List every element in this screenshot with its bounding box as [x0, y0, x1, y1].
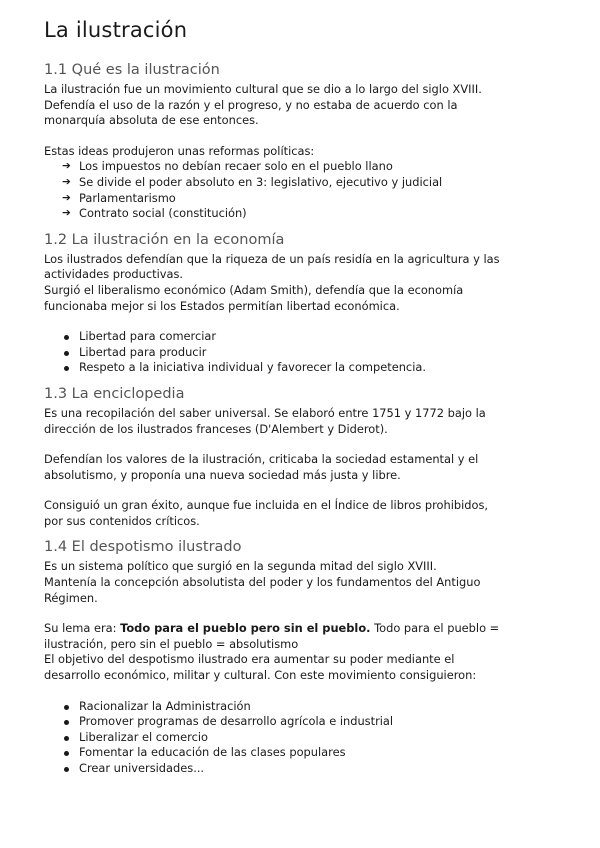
motto-prefix: Su lema era:: [44, 621, 121, 636]
text-line: por sus contenidos críticos.: [44, 513, 200, 528]
list-item: Libertad para producir: [62, 345, 560, 361]
list-item: Racionalizar la Administración: [62, 699, 560, 715]
section-heading: 1.3 La enciclopedia: [44, 385, 185, 402]
paragraph: [44, 452, 560, 483]
text-line: actividades productivas.: [44, 267, 184, 282]
section-economy: [44, 232, 560, 376]
list-item: Libertad para comerciar: [62, 329, 560, 345]
text-line: ilustración, pero sin el pueblo = absolutismo: [44, 636, 299, 651]
text-line: Defendían los valores de la ilustración, criticaba la sociedad estamental y el: [44, 452, 479, 467]
list-item: Respeto a la iniciativa individual y favorecer la competencia.: [62, 360, 560, 376]
text-line: Defendía el uso de la razón y el progreso, y no estaba de acuerdo con la: [44, 97, 458, 112]
list-item: ➔ Parlamentarismo: [62, 191, 560, 207]
list-item: Liberalizar el comercio: [62, 730, 560, 746]
motto-suffix: Todo para el pueblo =: [370, 621, 500, 636]
text-line: El objetivo del despotismo ilustrado era aumentar su poder mediante el: [44, 652, 455, 667]
text-line: absolutismo, y proponía una nueva sociedad más justa y libre.: [44, 467, 401, 482]
text-line: Es una recopilación del saber universal. Se elaboró entre 1751 y 1772 bajo la: [44, 405, 486, 420]
list-item: Crear universidades...: [62, 761, 560, 777]
bullet-list: [44, 699, 560, 777]
list-item: Fomentar la educación de las clases populares: [62, 745, 560, 761]
page-title: La ilustración: [44, 18, 188, 42]
section-what-is-enlightenment: [44, 62, 560, 222]
list-item: Promover programas de desarrollo agrícola e industrial: [62, 714, 560, 730]
section-heading: 1.2 La ilustración en la economía: [44, 231, 285, 248]
arrow-list: [44, 159, 560, 221]
text-line: Régimen.: [44, 590, 98, 605]
text-line: Surgió el liberalismo económico (Adam Smith), defendía que la economía: [44, 282, 464, 297]
paragraph: Estas ideas produjeron unas reformas políticas:: [44, 143, 315, 158]
paragraph: [44, 82, 560, 129]
paragraph: [44, 559, 560, 606]
section-enlightened-despotism: [44, 539, 560, 776]
text-line: dirección de los ilustrados franceses (D'Alembert y Diderot).: [44, 421, 388, 436]
text-line: La ilustración fue un movimiento cultural que se dio a lo largo del siglo XVIII.: [44, 82, 482, 96]
section-encyclopedia: [44, 386, 560, 530]
text-line: Es un sistema político que surgió en la segunda mitad del siglo XVIII.: [44, 559, 437, 574]
list-item: ➔ Contrato social (constitución): [62, 206, 560, 222]
text-line: Los ilustrados defendían que la riqueza de un país residía en la agricultura y las: [44, 251, 500, 266]
text-line: Consiguió un gran éxito, aunque fue incluida en el Índice de libros prohibidos,: [44, 498, 489, 513]
bullet-list: [44, 329, 560, 376]
section-heading: 1.4 El despotismo ilustrado: [44, 539, 242, 556]
section-heading: 1.1 Qué es la ilustración: [44, 62, 220, 78]
paragraph: [44, 252, 560, 314]
motto-bold: Todo para el pueblo pero sin el pueblo.: [120, 621, 371, 636]
list-item: ➔ Se divide el poder absoluto en 3: legislativo, ejecutivo y judicial: [62, 175, 560, 191]
text-line: desarrollo económico, militar y cultural. Con este movimiento consiguieron:: [44, 668, 477, 683]
paragraph: [44, 498, 560, 529]
paragraph: [44, 406, 560, 437]
text-line: Mantenía la concepción absolutista del poder y los fundamentos del Antiguo: [44, 575, 481, 590]
list-item: ➔ Los impuestos no debían recaer solo en el pueblo llano: [62, 159, 560, 175]
paragraph: [44, 621, 560, 683]
text-line: monarquía absoluta de ese entonces.: [44, 113, 259, 128]
text-line: funcionaba mejor si los Estados permitían libertad económica.: [44, 298, 400, 313]
